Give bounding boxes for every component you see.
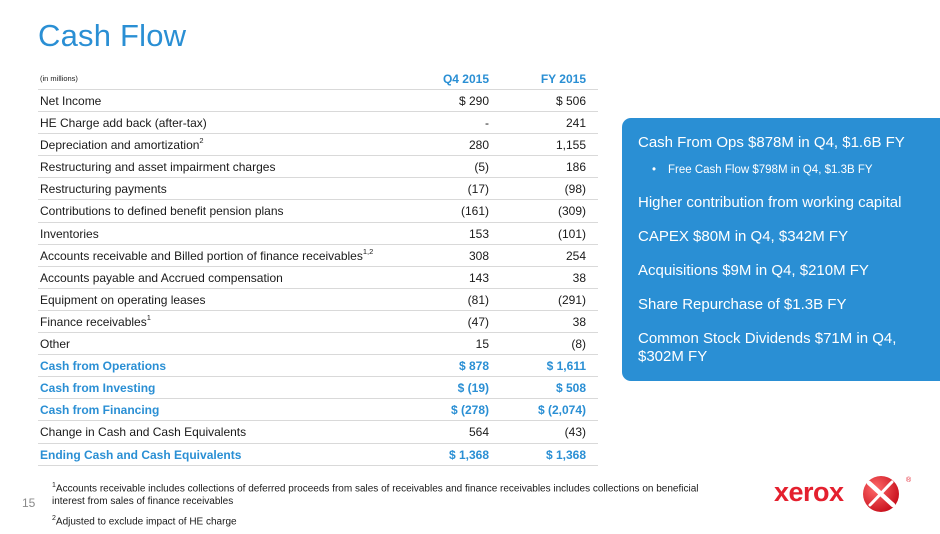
row-value-q4: 564: [468, 425, 489, 440]
row-label: [40, 421, 246, 443]
row-label: [40, 245, 373, 267]
row-label-text: Equipment on operating leases: [40, 292, 206, 307]
row-value-fy: $ 506: [555, 94, 586, 108]
row-value-fy: $ (2,074): [537, 403, 586, 418]
footnote-1-text: Accounts receivable includes collections of deferred proceeds from sales of receivables and finance receivables includes collections on beneficial interest from sales of finance receivables: [52, 483, 699, 507]
row-value-fy: (98): [564, 182, 586, 197]
table-row: [38, 421, 598, 443]
footnote-1: [52, 480, 712, 508]
footnote-2-mark: 2: [52, 515, 56, 523]
highlight-acquisitions: Acquisitions $9M in Q4, $210M FY: [638, 262, 869, 279]
row-label-text: Cash from Investing: [40, 381, 156, 396]
row-value-fy: $ 1,368: [545, 447, 586, 462]
cash-flow-table: [38, 68, 598, 466]
row-label: [40, 156, 275, 178]
row-label: [40, 311, 151, 333]
row-label-text: Ending Cash and Cash Equivalents: [40, 447, 242, 462]
footnote-2: [52, 513, 712, 529]
highlight-dividends: Common Stock Dividends $71M in Q4, $302M FY: [638, 330, 897, 365]
row-value-fy: 38: [572, 314, 586, 329]
row-value-fy: (43): [564, 425, 586, 440]
table-row: [38, 444, 598, 466]
row-value-fy: $ 508: [555, 381, 586, 396]
table-row: [38, 134, 598, 156]
row-value-q4: (81): [467, 292, 489, 307]
row-label: [40, 377, 155, 399]
table-row: [38, 112, 598, 134]
row-label-text: Inventories: [40, 226, 99, 241]
row-label-text: Contributions to defined benefit pension plans: [40, 204, 284, 219]
row-value-fy: (309): [557, 204, 586, 219]
page-number: 15: [22, 496, 36, 510]
row-value-fy: 1,155: [555, 138, 586, 153]
row-label-text: Depreciation and amortization: [40, 138, 200, 153]
table-row: [38, 311, 598, 333]
row-label-text: Finance receivables: [40, 314, 147, 329]
highlight-free-cash-flow: [652, 164, 926, 176]
table-row: [38, 377, 598, 399]
row-label: [40, 267, 283, 289]
row-label: [40, 399, 159, 421]
row-value-q4: (47): [467, 314, 489, 329]
row-value-q4: 15: [475, 337, 489, 352]
row-value-q4: (5): [474, 160, 489, 175]
row-value-fy: 38: [572, 270, 586, 285]
row-value-q4: $ 290: [458, 94, 489, 108]
row-label-text: Restructuring payments: [40, 182, 167, 197]
row-value-fy: (8): [571, 337, 586, 352]
col-header-q4: Q4 2015: [442, 72, 489, 86]
row-label: [40, 444, 241, 466]
row-label-text: Cash from Financing: [40, 403, 160, 418]
row-value-fy: 254: [565, 248, 586, 263]
row-value-q4: 143: [468, 270, 489, 285]
col-header-fy: FY 2015: [540, 72, 586, 86]
row-value-q4: (17): [467, 182, 489, 197]
row-label: [40, 333, 70, 355]
table-row: [38, 178, 598, 200]
table-row: [38, 267, 598, 289]
row-value-fy: (291): [557, 292, 586, 307]
row-label: [40, 90, 101, 112]
highlight-cash-from-ops: Cash From Ops $878M in Q4, $1.6B FY: [638, 134, 905, 151]
table-row: [38, 200, 598, 222]
table-row: [38, 289, 598, 311]
table-header-row: [38, 68, 598, 90]
row-footnote-mark: 2: [199, 136, 204, 146]
row-label-text: Change in Cash and Cash Equivalents: [40, 425, 247, 440]
row-label: [40, 112, 207, 134]
row-value-q4: 280: [468, 138, 489, 153]
logo-wordmark: xerox: [774, 477, 844, 507]
table-row: [38, 245, 598, 267]
highlight-working-capital: Higher contribution from working capital: [638, 194, 902, 211]
highlight-capex: CAPEX $80M in Q4, $342M FY: [638, 228, 849, 245]
row-value-q4: 308: [468, 248, 489, 263]
footnote-1-mark: 1: [52, 482, 56, 489]
row-label-text: HE Charge add back (after-tax): [40, 116, 207, 131]
footnotes: [52, 480, 712, 534]
row-value-q4: $ 878: [458, 359, 489, 374]
row-label-text: Restructuring and asset impairment charges: [40, 160, 276, 175]
row-label: [40, 223, 99, 245]
row-label-text: Accounts payable and Accrued compensation: [40, 270, 283, 285]
row-label-text: Net Income: [40, 94, 102, 108]
table-body: [38, 90, 598, 466]
row-label-text: Cash from Operations: [40, 359, 167, 374]
row-value-fy: (101): [557, 226, 586, 241]
row-label-text: Accounts receivable and Billed portion of finance receivables: [40, 248, 363, 263]
row-value-q4: 153: [468, 226, 489, 241]
registered-mark: ®: [906, 477, 912, 484]
row-footnote-mark: 1: [146, 312, 151, 322]
highlight-share-repurchase: Share Repurchase of $1.3B FY: [638, 296, 847, 313]
page-title: Cash Flow: [38, 18, 187, 53]
row-value-q4: (161): [460, 204, 489, 219]
table-row: [38, 333, 598, 355]
row-value-fy: 241: [565, 116, 586, 131]
table-row: [38, 399, 598, 421]
table-row: [38, 90, 598, 112]
bullet-icon: •: [652, 164, 657, 176]
footnote-2-text: Adjusted to exclude impact of HE charge: [55, 516, 237, 528]
row-label: [40, 355, 166, 377]
row-label: [40, 200, 284, 222]
highlights-panel: [622, 118, 940, 381]
xerox-logo: [774, 474, 914, 514]
row-label: [40, 178, 167, 200]
table-row: [38, 223, 598, 245]
table-row: [38, 355, 598, 377]
row-label-text: Other: [40, 337, 71, 352]
row-value-q4: $ (278): [450, 403, 489, 418]
row-value-fy: 186: [565, 160, 586, 175]
xerox-ball-icon: [861, 474, 901, 514]
sub-bullet-text: Free Cash Flow $798M in Q4, $1.3B FY: [668, 164, 873, 176]
row-footnote-mark: 1,2: [362, 246, 374, 256]
unit-label: (in millions): [40, 74, 78, 83]
row-value-q4: -: [485, 116, 489, 131]
row-value-q4: $ (19): [457, 381, 489, 396]
row-label: [40, 134, 204, 156]
row-value-fy: $ 1,611: [546, 359, 586, 374]
row-label: [40, 289, 205, 311]
row-value-q4: $ 1,368: [448, 447, 489, 462]
table-row: [38, 156, 598, 178]
